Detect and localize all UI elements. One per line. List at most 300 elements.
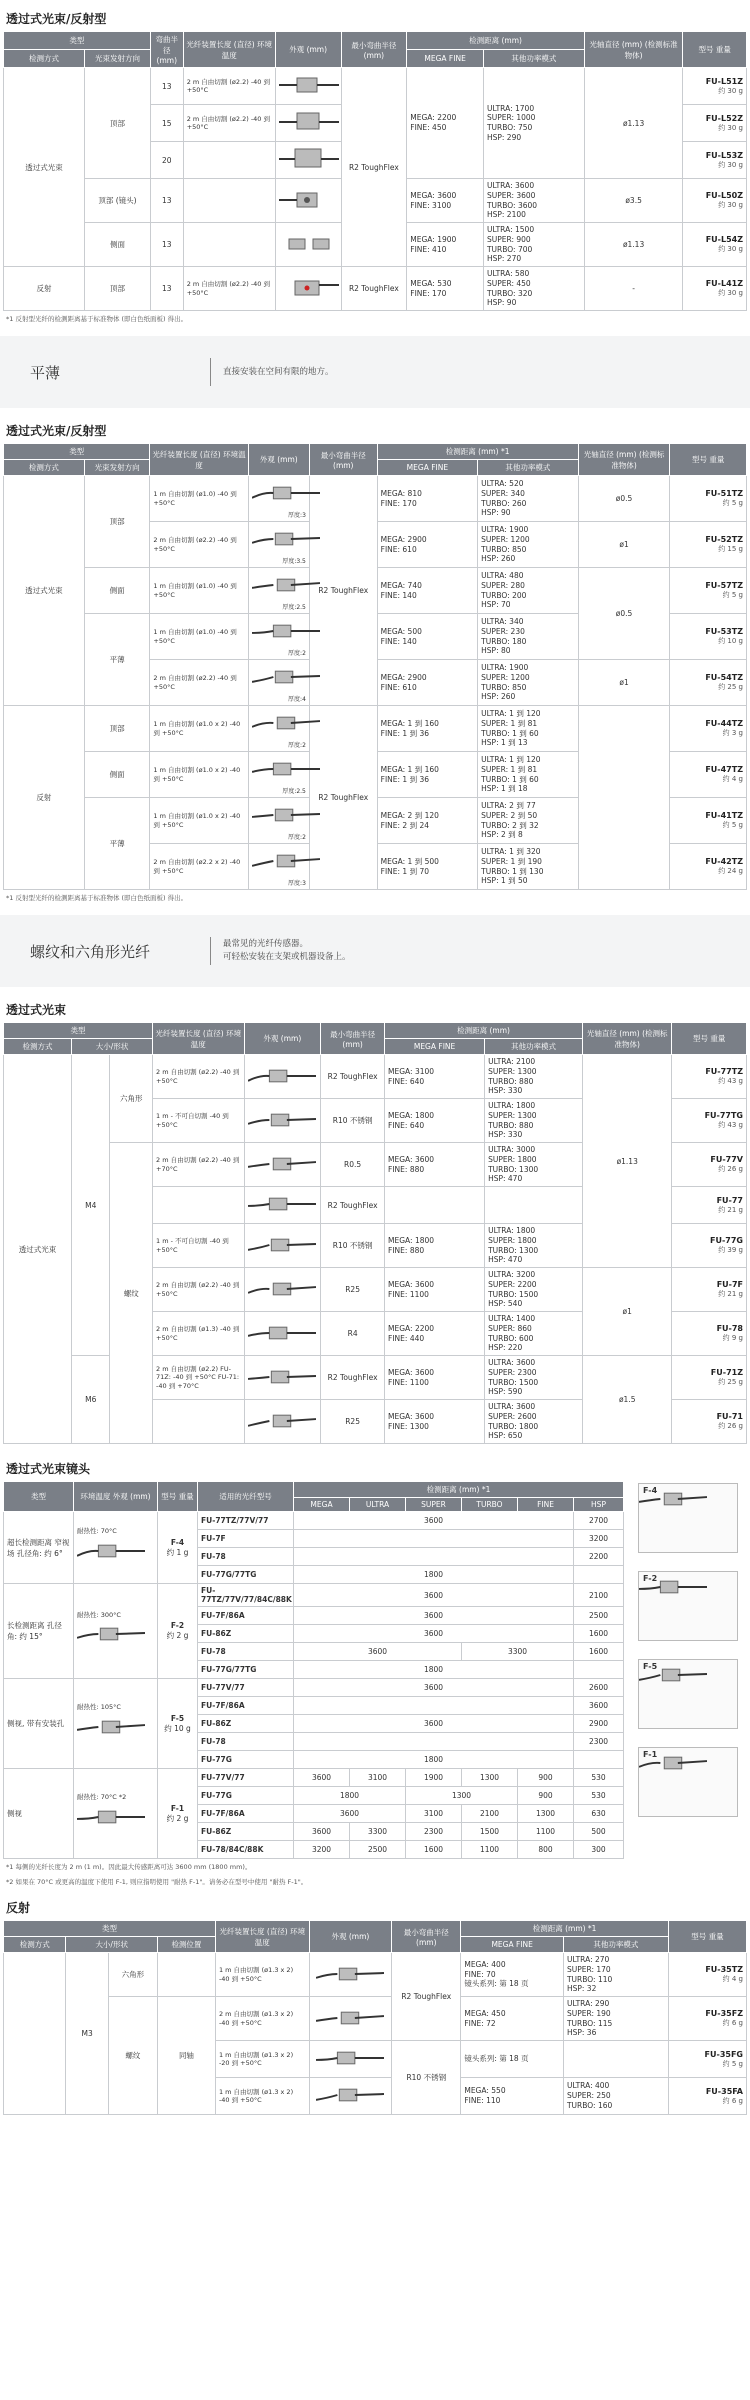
s4-dist-span: 3600 xyxy=(294,1715,574,1733)
model-weight: 约 25 g xyxy=(718,683,743,691)
s1-model: FU-L50Z 约 30 g xyxy=(683,179,747,223)
s2-dist-other-line: SUPER: 280 xyxy=(481,580,525,590)
s2-dist-mega-fine-line: MEGA: 1 到 160 xyxy=(380,718,439,728)
section1-table xyxy=(3,31,747,311)
s1-cond xyxy=(183,223,275,267)
s5-h-bend: 最小弯曲半径 (mm) xyxy=(392,1921,461,1953)
s1-axis: ø3.5 xyxy=(584,179,683,223)
s4-dist-hsp: 3600 xyxy=(574,1697,624,1715)
threaded-head-icon xyxy=(248,1189,316,1219)
s3-cond: 1 m - 不可自切割 -40 到 +50°C xyxy=(153,1224,245,1268)
s2-dist-other-line: SUPER: 1200 xyxy=(481,672,530,682)
s2-dist-other-line: HSP: 70 xyxy=(481,600,511,610)
s2-cond: 2 m 自由切割 (ø2.2) -40 到 +50°C xyxy=(150,660,248,706)
s4-dist-hsp: 1600 xyxy=(574,1643,624,1661)
s3-dist-mega-fine xyxy=(385,1055,485,1099)
s4-dist-hsp: 630 xyxy=(574,1805,624,1823)
s3-dist-other-line: TURBO: 1500 xyxy=(488,1377,539,1387)
s2-method-through: 透过式光束 xyxy=(4,476,85,706)
s1-dir-top: 顶部 xyxy=(85,267,151,311)
s4-dist-hsp: 3200 xyxy=(574,1530,624,1548)
s4-dist-span: 3600 xyxy=(294,1625,574,1643)
s4-note1: *1 每侧的光纤长度为 2 m (1 m)。因此最大传感距离可达 3600 mm (1800 mm)。 xyxy=(6,1863,252,1871)
s3-axis: ø1 xyxy=(583,1268,672,1356)
s1-look xyxy=(275,267,341,311)
s4-fiber: FU-77G xyxy=(198,1751,294,1769)
s2-dist-other-line: ULTRA: 2 到 77 xyxy=(481,801,536,810)
model-weight: 约 5 g xyxy=(722,2059,743,2068)
section2-title: 透过式光束/反射型 xyxy=(6,424,107,438)
s5-bend: R2 ToughFlex xyxy=(392,1953,461,2041)
s3-dist-other-line: TURBO: 880 xyxy=(488,1120,534,1130)
s3-h-dist: 检测距离 (mm) xyxy=(385,1023,583,1039)
s2-dist-mega-fine-line: FINE: 170 xyxy=(380,498,417,508)
s4-wrap xyxy=(0,1481,750,1859)
s2-dist-mega-fine-line: MEGA: 2 到 120 xyxy=(380,810,439,820)
model-cell xyxy=(672,1400,747,1444)
s2-look xyxy=(248,660,309,706)
s3-look xyxy=(244,1400,321,1444)
s3-dist-other-line: SUPER: 1300 xyxy=(488,1110,537,1120)
s3-dist-other-line: HSP: 470 xyxy=(488,1174,523,1184)
s2-dist-other xyxy=(478,476,579,522)
s1-dist-mega-fine: MEGA: 530 FINE: 170 xyxy=(407,267,484,311)
s5-method xyxy=(4,1953,66,2115)
s5-dist-other-line: TURBO: 160 xyxy=(566,2100,613,2110)
s4-temp xyxy=(74,1584,158,1679)
s2-dist-mega-fine-line: MEGA: 500 xyxy=(380,626,422,636)
lens-icon xyxy=(77,1536,145,1566)
s3-dist-mega-fine xyxy=(385,1224,485,1268)
s1-look xyxy=(275,142,341,179)
banner-divider xyxy=(210,358,211,386)
s5-dist-other-line: ULTRA: 400 xyxy=(566,2081,610,2091)
s3-dist-mega-fine xyxy=(385,1143,485,1187)
section1-title: 透过式光束/反射型 xyxy=(6,12,107,26)
s2-dist-mega-fine xyxy=(377,752,478,798)
s2-dist-other-line: SUPER: 340 xyxy=(481,488,525,498)
s2-dist-other xyxy=(478,568,579,614)
s4-dist-span: 1800 xyxy=(294,1566,574,1584)
model-weight: 约 43 g xyxy=(718,1077,743,1085)
threaded-head-icon xyxy=(248,1149,316,1179)
s2-look xyxy=(248,568,309,614)
s1-look xyxy=(275,179,341,223)
model-number: FU-42TZ xyxy=(705,857,743,866)
s1-model: FU-L54Z 约 30 g xyxy=(683,223,747,267)
threaded-head-icon xyxy=(248,1274,316,1304)
model-cell xyxy=(670,476,747,522)
s4-model xyxy=(158,1584,198,1679)
s1-bend: R2 ToughFlex xyxy=(341,267,407,311)
s1-model: FU-L53Z 约 30 g xyxy=(683,142,747,179)
s3-dist-other-line: ULTRA: 2100 xyxy=(488,1057,536,1066)
s3-dist-other-line: SUPER: 860 xyxy=(488,1323,532,1333)
s2-dist-other xyxy=(478,752,579,798)
s3-h-type: 类型 xyxy=(4,1023,153,1039)
s2-cond: 2 m 自由切割 (ø2.2 x 2) -40 到 +50°C xyxy=(150,844,248,890)
s2-axis: ø0.5 xyxy=(578,568,670,660)
model-number: FU-35TZ xyxy=(705,1965,743,1974)
s2-thickness: 厚度:3 xyxy=(288,512,306,519)
s2-dist-other-line: SUPER: 1 到 81 xyxy=(481,718,538,728)
threaded-head-icon xyxy=(316,2080,384,2110)
s3-cond: 2 m 自由切割 (ø1.3) -40 到 +50°C xyxy=(153,1312,245,1356)
banner-divider xyxy=(210,937,211,965)
s3-dist-other-line: ULTRA: 1800 xyxy=(488,1226,536,1235)
s2-dist-other-line: ULTRA: 1900 xyxy=(481,525,529,534)
s1-dist-mega-fine: MEGA: 3600 FINE: 3100 xyxy=(407,179,484,223)
section3-table xyxy=(3,1022,747,1444)
s4-dist-value: 3100 xyxy=(350,1769,406,1787)
s4-dist-value: 1800 xyxy=(294,1787,406,1805)
s4-dist-span: 3600 xyxy=(294,1512,574,1530)
s4-dist-value: 1100 xyxy=(518,1823,574,1841)
s2-dist-other-line: TURBO: 850 xyxy=(481,682,527,692)
s4-fiber: FU-77V/77 xyxy=(198,1769,294,1787)
fiber-head-icon xyxy=(252,662,320,692)
lens-image-label: F-1 xyxy=(643,1750,658,1759)
s2-dist-mega-fine xyxy=(377,568,478,614)
s3-dist-other xyxy=(485,1099,583,1143)
s1-cond xyxy=(183,142,275,179)
s2-thickness: 厚度:2 xyxy=(288,742,306,749)
s1-model: FU-L52Z 约 30 g xyxy=(683,105,747,142)
s1-look xyxy=(275,223,341,267)
model-number: FU-71Z xyxy=(710,1368,743,1377)
s2-look xyxy=(248,844,309,890)
s2-look xyxy=(248,798,309,844)
model-cell xyxy=(670,798,747,844)
s5-dist-mega-fine-line: MEGA: 550 xyxy=(464,2086,506,2096)
s4-fiber: FU-77TZ/77V/77/84C/88K xyxy=(198,1584,294,1607)
model-cell xyxy=(672,1143,747,1187)
s3-dist-other-line: ULTRA: 3600 xyxy=(488,1358,536,1367)
s2-bend: R2 ToughFlex xyxy=(309,476,377,706)
table-row xyxy=(4,1769,624,1787)
model-cell xyxy=(670,522,747,568)
model-cell xyxy=(670,706,747,752)
s5-look xyxy=(309,1953,392,1997)
fiber-head-icon xyxy=(252,846,320,876)
s2-dist-other-line: TURBO: 1 到 60 xyxy=(481,774,539,784)
s5-dist-other xyxy=(563,1997,668,2041)
model-number: FU-77 xyxy=(716,1195,743,1205)
s2-dist-mega-fine-line: FINE: 610 xyxy=(380,682,417,692)
s4-dist-value: 3300 xyxy=(350,1823,406,1841)
s1-radius: 13 xyxy=(150,223,183,267)
s4-temp-text: 耐热性: 105°C xyxy=(77,1703,121,1712)
s1-h-megafine: MEGA FINE xyxy=(407,50,484,68)
s4-dist-value: 2100 xyxy=(462,1805,518,1823)
section2-table xyxy=(3,443,747,890)
s4-temp xyxy=(74,1769,158,1859)
table-row xyxy=(4,1512,624,1530)
s2-dist-mega-fine-line: MEGA: 740 xyxy=(380,580,422,590)
s2-dist-other-line: HSP: 80 xyxy=(481,646,511,656)
s4-model xyxy=(158,1769,198,1859)
model-weight: 约 3 g xyxy=(722,729,743,737)
s3-dist-mega-fine-line: MEGA: 2200 xyxy=(388,1323,435,1333)
s3-bend: R10 不锈钢 xyxy=(321,1099,385,1143)
model-cell xyxy=(670,844,747,890)
s1-model: FU-L51Z 约 30 g xyxy=(683,68,747,105)
threaded-head-icon xyxy=(316,2043,384,2073)
banner-thin-title: 平薄 xyxy=(30,363,61,382)
s4-temp-text: 耐热性: 70°C xyxy=(77,1527,117,1536)
s3-dist-mega-fine-line: MEGA: 3600 xyxy=(388,1154,435,1164)
s4-fiber: FU-77G/77TG xyxy=(198,1566,294,1584)
banner-thread-desc: 最常见的光纤传感器。 可轻松安装在支架或机器设备上。 xyxy=(223,939,351,962)
table-row xyxy=(4,1953,747,1997)
s2-dist-mega-fine-line: MEGA: 1 到 160 xyxy=(380,764,439,774)
threaded-head-icon xyxy=(248,1230,316,1260)
s4-fiber: FU-7F/86A xyxy=(198,1805,294,1823)
model-number: FU-53TZ xyxy=(705,627,743,636)
model-number: FU-54TZ xyxy=(705,673,743,682)
s2-dist-other-line: SUPER: 2 到 50 xyxy=(481,810,538,820)
s4-fiber: FU-77V/77 xyxy=(198,1679,294,1697)
s2-look xyxy=(248,752,309,798)
s2-dist-mega-fine xyxy=(377,706,478,752)
model-number: FU-7F xyxy=(716,1280,743,1289)
s4-h-fine: FINE xyxy=(518,1498,574,1512)
fiber-head-icon xyxy=(279,70,339,100)
s1-dist-other: ULTRA: 1500 SUPER: 900 TURBO: 700 HSP: 270 xyxy=(483,223,584,267)
model-cell xyxy=(668,1953,746,1997)
threaded-head-icon xyxy=(248,1105,316,1135)
s2-dist-other-line: HSP: 1 到 13 xyxy=(481,738,528,748)
model-number: FU-77G xyxy=(710,1236,743,1245)
s1-dist-other: ULTRA: 1700 SUPER: 1000 TURBO: 750 HSP: 290 xyxy=(483,68,584,179)
s4-type: 超长检测距离 窄视场 孔径角: 约 6° xyxy=(4,1512,74,1584)
s4-dist-span: 1800 xyxy=(294,1751,574,1769)
s5-dist-mega-fine-line: 镜头系列: 第 18 页 xyxy=(464,1979,529,1989)
s2-dist-mega-fine xyxy=(377,798,478,844)
s4-dist-value: 2300 xyxy=(406,1823,462,1841)
s3-cond: 2 m 自由切割 (ø2.2) -40 到 +50°C xyxy=(153,1268,245,1312)
model-number: FU-78 xyxy=(716,1324,743,1333)
s2-dir: 顶部 xyxy=(84,476,150,568)
s4-type: 侧视 xyxy=(4,1769,74,1859)
s2-dist-mega-fine-line: MEGA: 810 xyxy=(380,488,422,498)
model-weight: 约 6 g xyxy=(722,2096,743,2105)
s4-fiber: FU-78 xyxy=(198,1733,294,1751)
s1-h-bend: 最小弯曲半径 (mm) xyxy=(341,32,407,68)
s4-dist-hsp: 530 xyxy=(574,1787,624,1805)
s2-dist-other-line: ULTRA: 1 到 320 xyxy=(481,847,541,856)
lens-image xyxy=(638,1483,738,1553)
s4-temp-text: 耐热性: 300°C xyxy=(77,1610,121,1619)
s2-dist-other-line: TURBO: 2 到 32 xyxy=(481,820,539,830)
model-cell xyxy=(672,1268,747,1312)
s3-dist-other-line: SUPER: 2200 xyxy=(488,1279,537,1289)
s2-dist-other-line: TURBO: 180 xyxy=(481,636,527,646)
table-row xyxy=(4,1584,624,1607)
s1-method-reflect: 反射 xyxy=(4,267,85,311)
s2-look xyxy=(248,706,309,752)
s3-bend: R2 ToughFlex xyxy=(321,1187,385,1224)
threaded-head-icon xyxy=(248,1318,316,1348)
s4-fiber: FU-78 xyxy=(198,1548,294,1566)
lens-image xyxy=(638,1571,738,1641)
s3-shape-thread: 螺纹 xyxy=(110,1143,153,1444)
fiber-head-icon xyxy=(252,708,320,738)
s4-dist-hsp: 500 xyxy=(574,1823,624,1841)
s3-h-method: 检测方式 xyxy=(4,1039,72,1055)
s3-dist-other-line: TURBO: 1300 xyxy=(488,1164,539,1174)
s2-dist-mega-fine-line: MEGA: 2900 xyxy=(380,534,427,544)
s1-h-model: 型号 重量 xyxy=(683,32,747,68)
s4-temp-text: 耐热性: 70°C *2 xyxy=(77,1793,127,1802)
s3-dist-other-line: TURBO: 1500 xyxy=(488,1289,539,1299)
s5-h-model: 型号 重量 xyxy=(668,1921,746,1953)
model-cell xyxy=(668,2078,746,2115)
s4-fiber: FU-78/84C/88K xyxy=(198,1841,294,1859)
s3-dist-other-line: HSP: 540 xyxy=(488,1299,523,1309)
s1-radius: 15 xyxy=(150,105,183,142)
s3-dist-mega-fine xyxy=(385,1187,485,1224)
s2-dir: 侧面 xyxy=(84,752,150,798)
s4-dist-hsp: 2300 xyxy=(574,1733,624,1751)
s2-dist-other-line: SUPER: 1 到 81 xyxy=(481,764,538,774)
model-number: FU-35FZ xyxy=(705,2009,743,2018)
s5-dist-other-line: SUPER: 250 xyxy=(566,2091,611,2101)
s3-size-m6: M6 xyxy=(72,1356,110,1444)
s3-cond: 1 m - 不可自切割 -40 到 +50°C xyxy=(153,1099,245,1143)
s2-dist-mega-fine xyxy=(377,660,478,706)
lens-image xyxy=(638,1747,738,1817)
s5-dist-mega-fine xyxy=(461,2078,564,2115)
threaded-head-icon xyxy=(248,1061,316,1091)
model-weight: 约 4 g xyxy=(722,1975,743,1983)
s3-dist-other-line: SUPER: 1300 xyxy=(488,1066,537,1076)
s1-dir-top: 顶部 xyxy=(85,68,151,179)
s3-dist-other-line: ULTRA: 3200 xyxy=(488,1270,536,1279)
s5-h-dist: 检测距离 (mm) *1 xyxy=(461,1921,669,1937)
s4-dist-span xyxy=(294,1733,574,1751)
s3-body xyxy=(4,1055,747,1444)
s5-dist-other-line: TURBO: 110 xyxy=(566,1974,613,1984)
s4-dist-value: 1100 xyxy=(462,1841,518,1859)
s3-dist-mega-fine-line: MEGA: 3600 xyxy=(388,1411,435,1421)
s3-dist-mega-fine-line: FINE: 440 xyxy=(388,1333,425,1343)
s2-look xyxy=(248,522,309,568)
s2-dist-mega-fine xyxy=(377,614,478,660)
s5-dist-other-line: ULTRA: 290 xyxy=(566,1999,610,2008)
s2-dist-other-line: SUPER: 1 到 190 xyxy=(481,856,542,866)
s3-dist-mega-fine xyxy=(385,1312,485,1356)
model-cell xyxy=(668,2041,746,2078)
s4-dist-hsp: 2700 xyxy=(574,1512,624,1530)
s3-dist-other xyxy=(485,1312,583,1356)
s4-h-dist: 检测距离 (mm) *1 xyxy=(294,1482,624,1498)
s4-dist-span xyxy=(294,1697,574,1715)
s3-dist-other-line: SUPER: 1800 xyxy=(488,1154,537,1164)
model-number: FU-35FA xyxy=(705,2086,743,2096)
s3-h-size: 大小/形状 xyxy=(72,1039,153,1055)
s4-fiber: FU-7F/86A xyxy=(198,1697,294,1715)
s1-h-dir: 光束发射方向 xyxy=(85,50,151,68)
s4-fiber: FU-78 xyxy=(198,1643,294,1661)
s3-cond: 2 m 自由切割 (ø2.2) -40 到 +70°C xyxy=(153,1143,245,1187)
s2-dist-other xyxy=(478,660,579,706)
model-number: FU-51TZ xyxy=(705,489,743,498)
fiber-head-icon xyxy=(252,570,320,600)
s3-dist-mega-fine-line: FINE: 1100 xyxy=(388,1289,429,1299)
s2-thickness: 厚度:2.5 xyxy=(282,604,306,611)
s1-h-cond: 光纤装置长度 (直径) 环境温度 xyxy=(183,32,275,68)
s3-look xyxy=(244,1055,321,1099)
s2-h-other: 其他功率模式 xyxy=(478,460,579,476)
s1-radius: 13 xyxy=(150,68,183,105)
s2-h-bend: 最小弯曲半径 (mm) xyxy=(309,444,377,476)
fiber-head-icon xyxy=(252,616,320,646)
s1-cond: 2 m 自由切割 (ø2.2) -40 到 +50°C xyxy=(183,68,275,105)
table-row xyxy=(4,706,747,752)
s3-dist-other-line: ULTRA: 3600 xyxy=(488,1402,536,1411)
model-weight: 约 6 g xyxy=(722,2019,743,2027)
table-row xyxy=(4,1997,747,2041)
s4-h-fiber: 适用的光纤型号 xyxy=(198,1482,294,1512)
threaded-head-icon xyxy=(248,1362,316,1392)
model-cell xyxy=(672,1356,747,1400)
model-number: F-4 xyxy=(170,1537,185,1547)
s2-dist-mega-fine xyxy=(377,844,478,890)
s2-h-axis: 光轴直径 (mm) (检测标准物体) xyxy=(578,444,670,476)
s5-dist-other-line: ULTRA: 270 xyxy=(566,1955,610,1964)
s2-thickness: 厚度:3 xyxy=(288,880,306,887)
s3-h-megafine: MEGA FINE xyxy=(385,1039,485,1055)
lens-image-label: F-5 xyxy=(643,1662,658,1671)
model-weight: 约 10 g xyxy=(718,637,743,645)
fiber-head-icon xyxy=(252,800,320,830)
s4-dist-value: 3300 xyxy=(462,1643,574,1661)
s5-h-look: 外观 (mm) xyxy=(309,1921,392,1953)
s5-dist-mega-fine-line: FINE: 110 xyxy=(464,2096,501,2105)
lens-image-label: F-2 xyxy=(643,1574,658,1583)
model-cell xyxy=(670,660,747,706)
s5-body xyxy=(4,1953,747,2115)
s2-dist-mega-fine-line: FINE: 1 到 36 xyxy=(380,774,429,784)
s1-h-dist: 检测距离 (mm) xyxy=(407,32,585,50)
s3-dist-other-line: HSP: 470 xyxy=(488,1255,523,1265)
model-cell xyxy=(672,1187,747,1224)
s4-h-ultra: ULTRA xyxy=(350,1498,406,1512)
model-weight: 约 43 g xyxy=(718,1121,743,1129)
model-cell xyxy=(670,568,747,614)
s4-dist-hsp: 300 xyxy=(574,1841,624,1859)
s4-dist-value: 900 xyxy=(518,1787,574,1805)
s3-dist-other-line: ULTRA: 3000 xyxy=(488,1145,536,1154)
s3-dist-mega-fine-line: MEGA: 3100 xyxy=(388,1066,435,1076)
s2-dist-mega-fine-line: FINE: 2 到 24 xyxy=(380,820,429,830)
model-cell xyxy=(672,1055,747,1099)
s1-h-method: 检测方式 xyxy=(4,50,85,68)
s5-dist-other-line: SUPER: 170 xyxy=(566,1964,611,1974)
s3-dist-other-line: HSP: 650 xyxy=(488,1431,523,1441)
s5-dist-other xyxy=(563,1953,668,1997)
model-cell xyxy=(672,1224,747,1268)
s1-dist-other: ULTRA: 580 SUPER: 450 TURBO: 320 HSP: 90 xyxy=(483,267,584,311)
s1-look xyxy=(275,105,341,142)
s2-dist-other-line: TURBO: 260 xyxy=(481,498,527,508)
s2-h-type: 类型 xyxy=(4,444,150,460)
model-weight: 约 1 g xyxy=(166,1547,189,1557)
s5-look xyxy=(309,1997,392,2041)
s1-dist-mega-fine: MEGA: 2200 FINE: 450 xyxy=(407,68,484,179)
s1-radius: 13 xyxy=(150,267,183,311)
